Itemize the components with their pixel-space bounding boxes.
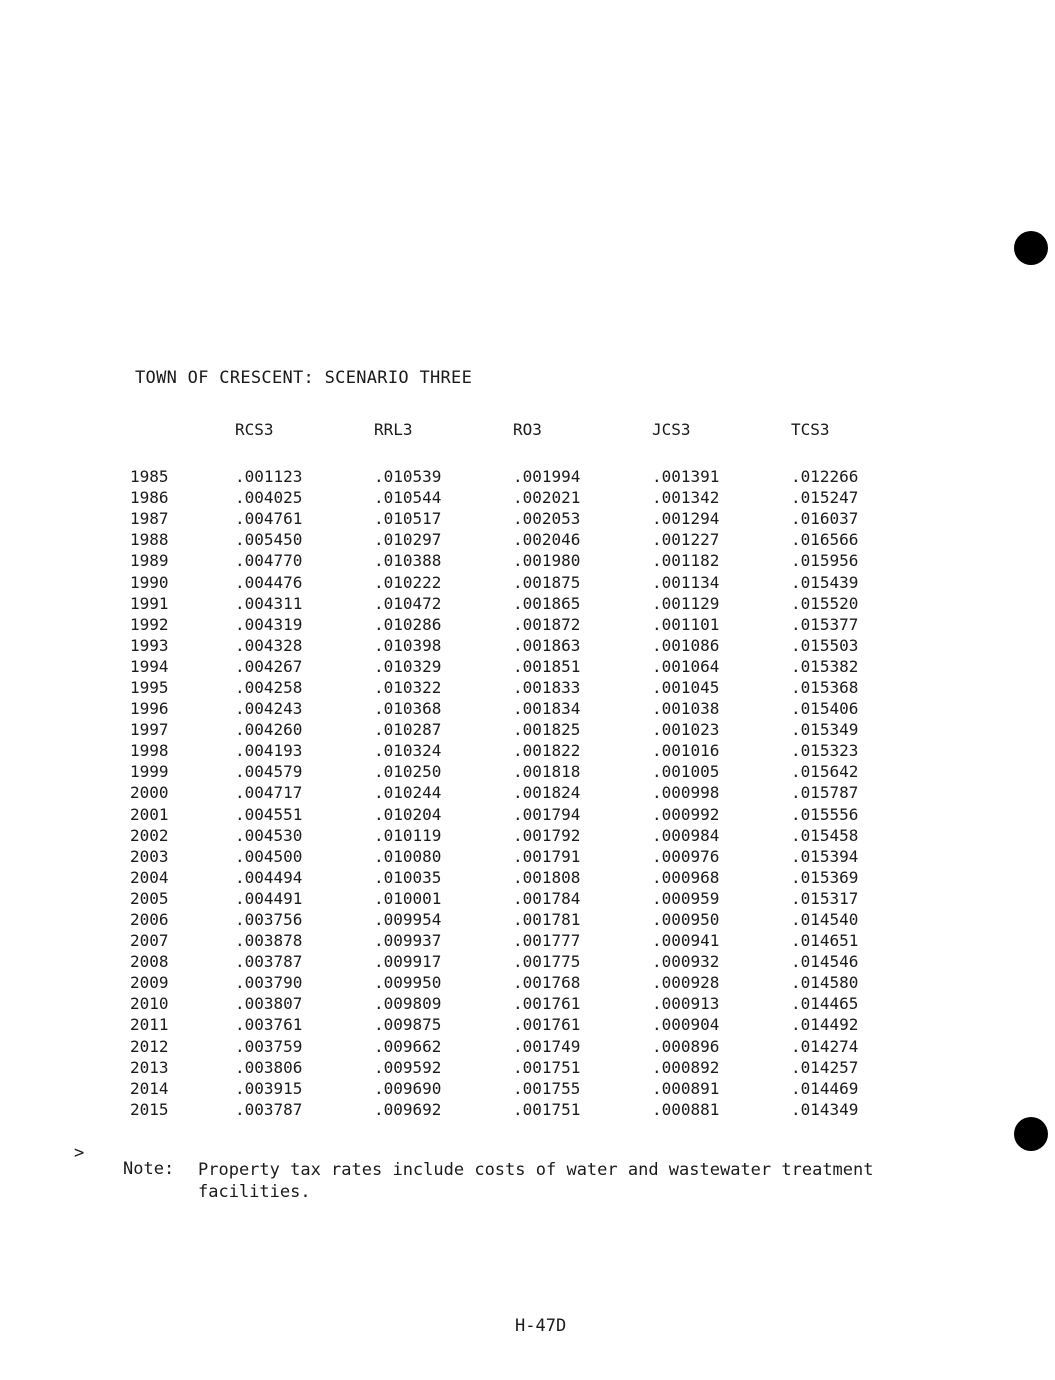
rate-cell: .010080 xyxy=(374,846,442,866)
rate-cell: .015956 xyxy=(791,551,859,571)
year-cell: 2008 xyxy=(130,952,169,972)
rate-cell: .015377 xyxy=(791,614,859,634)
rate-cell: .000891 xyxy=(652,1078,720,1098)
year-cell: 2005 xyxy=(130,888,169,908)
rate-cell: .014465 xyxy=(791,994,859,1014)
rate-cell: .009692 xyxy=(374,1099,442,1119)
rate-cell: .003807 xyxy=(235,994,303,1014)
rate-cell: .000968 xyxy=(652,867,720,887)
year-cell: 1991 xyxy=(130,593,169,613)
rate-cell: .014492 xyxy=(791,1015,859,1035)
rate-cell: .010398 xyxy=(374,635,442,655)
table-row xyxy=(130,782,930,803)
year-cell: 1995 xyxy=(130,677,169,697)
rate-cell: .001833 xyxy=(513,677,581,697)
rate-cell: .001865 xyxy=(513,593,581,613)
rate-cell: .015406 xyxy=(791,699,859,719)
rate-cell: .001768 xyxy=(513,973,581,993)
rate-cell: .001016 xyxy=(652,741,720,761)
rate-cell: .000892 xyxy=(652,1057,720,1077)
rate-cell: .000881 xyxy=(652,1099,720,1119)
rate-cell: .001227 xyxy=(652,530,720,550)
table-row xyxy=(130,614,930,635)
rate-cell: .000904 xyxy=(652,1015,720,1035)
rate-cell: .010035 xyxy=(374,867,442,887)
rate-cell: .015323 xyxy=(791,741,859,761)
tax-rate-table xyxy=(130,420,930,1120)
table-row xyxy=(130,825,930,846)
rate-cell: .002021 xyxy=(513,488,581,508)
note-marker: > xyxy=(74,1143,85,1163)
year-cell: 1990 xyxy=(130,572,169,592)
rate-cell: .010286 xyxy=(374,614,442,634)
rate-cell: .010001 xyxy=(374,888,442,908)
rate-cell: .015556 xyxy=(791,804,859,824)
table-row xyxy=(130,1014,930,1035)
rate-cell: .001101 xyxy=(652,614,720,634)
rate-cell: .000976 xyxy=(652,846,720,866)
binder-hole-top xyxy=(1014,231,1048,265)
rate-cell: .009954 xyxy=(374,910,442,930)
table-row xyxy=(130,571,930,592)
table-row xyxy=(130,593,930,614)
rate-cell: .004770 xyxy=(235,551,303,571)
rate-cell: .015642 xyxy=(791,762,859,782)
rate-cell: .001751 xyxy=(513,1057,581,1077)
rate-cell: .010119 xyxy=(374,825,442,845)
rate-cell: .010244 xyxy=(374,783,442,803)
rate-cell: .004258 xyxy=(235,677,303,697)
table-row xyxy=(130,846,930,867)
column-header: RCS3 xyxy=(235,420,274,439)
rate-cell: .015382 xyxy=(791,656,859,676)
rate-cell: .000950 xyxy=(652,910,720,930)
column-header: TCS3 xyxy=(791,420,830,439)
rate-cell: .010329 xyxy=(374,656,442,676)
table-header-row xyxy=(130,420,930,448)
rate-cell: .001851 xyxy=(513,656,581,676)
rate-cell: .016037 xyxy=(791,509,859,529)
rate-cell: .010544 xyxy=(374,488,442,508)
rate-cell: .004551 xyxy=(235,804,303,824)
rate-cell: .014580 xyxy=(791,973,859,993)
rate-cell: .002046 xyxy=(513,530,581,550)
rate-cell: .003806 xyxy=(235,1057,303,1077)
year-header xyxy=(130,420,235,448)
rate-cell: .015369 xyxy=(791,867,859,887)
rate-cell: .001818 xyxy=(513,762,581,782)
rate-cell: .010287 xyxy=(374,720,442,740)
rate-cell: .005450 xyxy=(235,530,303,550)
rate-cell: .001045 xyxy=(652,677,720,697)
year-cell: 2012 xyxy=(130,1036,169,1056)
table-row xyxy=(130,466,930,487)
table-row xyxy=(130,1057,930,1078)
table-row xyxy=(130,487,930,508)
rate-cell: .010322 xyxy=(374,677,442,697)
year-cell: 2004 xyxy=(130,867,169,887)
table-row xyxy=(130,867,930,888)
rate-cell: .001755 xyxy=(513,1078,581,1098)
table-row xyxy=(130,909,930,930)
table-row xyxy=(130,1078,930,1099)
rate-cell: .010368 xyxy=(374,699,442,719)
rate-cell: .001822 xyxy=(513,741,581,761)
rate-cell: .000913 xyxy=(652,994,720,1014)
rate-cell: .004267 xyxy=(235,656,303,676)
year-cell: 1993 xyxy=(130,635,169,655)
rate-cell: .001761 xyxy=(513,1015,581,1035)
year-cell: 2015 xyxy=(130,1099,169,1119)
rate-cell: .001875 xyxy=(513,572,581,592)
rate-cell: .015394 xyxy=(791,846,859,866)
year-cell: 2014 xyxy=(130,1078,169,1098)
rate-cell: .000932 xyxy=(652,952,720,972)
rate-cell: .003756 xyxy=(235,910,303,930)
rate-cell: .004579 xyxy=(235,762,303,782)
rate-cell: .001825 xyxy=(513,720,581,740)
rate-cell: .014546 xyxy=(791,952,859,972)
year-cell: 2003 xyxy=(130,846,169,866)
rate-cell: .015247 xyxy=(791,488,859,508)
rate-cell: .000959 xyxy=(652,888,720,908)
table-row xyxy=(130,677,930,698)
rate-cell: .014274 xyxy=(791,1036,859,1056)
rate-cell: .015349 xyxy=(791,720,859,740)
rate-cell: .010539 xyxy=(374,467,442,487)
rate-cell: .004494 xyxy=(235,867,303,887)
rate-cell: .001086 xyxy=(652,635,720,655)
page-number: H-47D xyxy=(515,1316,567,1336)
table-row xyxy=(130,550,930,571)
year-cell: 2010 xyxy=(130,994,169,1014)
rate-cell: .000941 xyxy=(652,931,720,951)
rate-cell: .001391 xyxy=(652,467,720,487)
rate-cell: .001791 xyxy=(513,846,581,866)
table-row xyxy=(130,1099,930,1120)
year-cell: 2011 xyxy=(130,1015,169,1035)
year-cell: 2001 xyxy=(130,804,169,824)
rate-cell: .004025 xyxy=(235,488,303,508)
rate-cell: .001872 xyxy=(513,614,581,634)
rate-cell: .004319 xyxy=(235,614,303,634)
rate-cell: .010517 xyxy=(374,509,442,529)
rate-cell: .010472 xyxy=(374,593,442,613)
rate-cell: .003787 xyxy=(235,1099,303,1119)
year-cell: 1994 xyxy=(130,656,169,676)
table-row xyxy=(130,930,930,951)
rate-cell: .015317 xyxy=(791,888,859,908)
rate-cell: .010250 xyxy=(374,762,442,782)
table-row xyxy=(130,740,930,761)
rate-cell: .001023 xyxy=(652,720,720,740)
year-cell: 1997 xyxy=(130,720,169,740)
rate-cell: .003790 xyxy=(235,973,303,993)
table-row xyxy=(130,508,930,529)
table-row xyxy=(130,1036,930,1057)
rate-cell: .001064 xyxy=(652,656,720,676)
rate-cell: .000992 xyxy=(652,804,720,824)
year-cell: 2006 xyxy=(130,910,169,930)
rate-cell: .001834 xyxy=(513,699,581,719)
year-cell: 2002 xyxy=(130,825,169,845)
rate-cell: .009690 xyxy=(374,1078,442,1098)
rate-cell: .003915 xyxy=(235,1078,303,1098)
table-row xyxy=(130,804,930,825)
rate-cell: .009875 xyxy=(374,1015,442,1035)
rate-cell: .004476 xyxy=(235,572,303,592)
table-row xyxy=(130,888,930,909)
note-text: Property tax rates include costs of water and wastewater treatment facilities. xyxy=(198,1160,874,1202)
table-row xyxy=(130,719,930,740)
year-cell: 2013 xyxy=(130,1057,169,1077)
rate-cell: .004243 xyxy=(235,699,303,719)
year-cell: 1985 xyxy=(130,467,169,487)
column-header: RRL3 xyxy=(374,420,413,439)
rate-cell: .009937 xyxy=(374,931,442,951)
year-cell: 1992 xyxy=(130,614,169,634)
page-title: TOWN OF CRESCENT: SCENARIO THREE xyxy=(135,368,473,388)
rate-cell: .003761 xyxy=(235,1015,303,1035)
rate-cell: .014257 xyxy=(791,1057,859,1077)
rate-cell: .010297 xyxy=(374,530,442,550)
rate-cell: .001794 xyxy=(513,804,581,824)
rate-cell: .004260 xyxy=(235,720,303,740)
table-row xyxy=(130,951,930,972)
rate-cell: .001123 xyxy=(235,467,303,487)
table-row xyxy=(130,698,930,719)
rate-cell: .010222 xyxy=(374,572,442,592)
year-cell: 1987 xyxy=(130,509,169,529)
rate-cell: .004311 xyxy=(235,593,303,613)
rate-cell: .001808 xyxy=(513,867,581,887)
rate-cell: .001824 xyxy=(513,783,581,803)
column-header: RO3 xyxy=(513,420,542,439)
year-cell: 2000 xyxy=(130,783,169,803)
year-cell: 2007 xyxy=(130,931,169,951)
year-cell: 1988 xyxy=(130,530,169,550)
table-row xyxy=(130,656,930,677)
rate-cell: .015520 xyxy=(791,593,859,613)
rate-cell: .015503 xyxy=(791,635,859,655)
rate-cell: .003878 xyxy=(235,931,303,951)
rate-cell: .001781 xyxy=(513,910,581,930)
year-cell: 1996 xyxy=(130,699,169,719)
rate-cell: .001749 xyxy=(513,1036,581,1056)
rate-cell: .001005 xyxy=(652,762,720,782)
rate-cell: .000928 xyxy=(652,973,720,993)
column-header: JCS3 xyxy=(652,420,691,439)
rate-cell: .000984 xyxy=(652,825,720,845)
rate-cell: .015458 xyxy=(791,825,859,845)
rate-cell: .001775 xyxy=(513,952,581,972)
table-row xyxy=(130,635,930,656)
rate-cell: .014349 xyxy=(791,1099,859,1119)
rate-cell: .004193 xyxy=(235,741,303,761)
rate-cell: .015368 xyxy=(791,677,859,697)
rate-cell: .015439 xyxy=(791,572,859,592)
rate-cell: .004328 xyxy=(235,635,303,655)
rate-cell: .001129 xyxy=(652,593,720,613)
rate-cell: .001294 xyxy=(652,509,720,529)
binder-hole-bottom xyxy=(1014,1117,1048,1151)
rate-cell: .009917 xyxy=(374,952,442,972)
rate-cell: .001182 xyxy=(652,551,720,571)
rate-cell: .009809 xyxy=(374,994,442,1014)
rate-cell: .003787 xyxy=(235,952,303,972)
table-row xyxy=(130,761,930,782)
rate-cell: .009592 xyxy=(374,1057,442,1077)
rate-cell: .001980 xyxy=(513,551,581,571)
rate-cell: .010324 xyxy=(374,741,442,761)
rate-cell: .000896 xyxy=(652,1036,720,1056)
year-cell: 1998 xyxy=(130,741,169,761)
rate-cell: .012266 xyxy=(791,467,859,487)
rate-cell: .000998 xyxy=(652,783,720,803)
rate-cell: .004500 xyxy=(235,846,303,866)
rate-cell: .009662 xyxy=(374,1036,442,1056)
note-label: Note: xyxy=(123,1159,175,1179)
rate-cell: .009950 xyxy=(374,973,442,993)
rate-cell: .001784 xyxy=(513,888,581,908)
rate-cell: .015787 xyxy=(791,783,859,803)
rate-cell: .014469 xyxy=(791,1078,859,1098)
rate-cell: .001134 xyxy=(652,572,720,592)
rate-cell: .001777 xyxy=(513,931,581,951)
rate-cell: .016566 xyxy=(791,530,859,550)
year-cell: 1986 xyxy=(130,488,169,508)
rate-cell: .010388 xyxy=(374,551,442,571)
rate-cell: .001863 xyxy=(513,635,581,655)
rate-cell: .003759 xyxy=(235,1036,303,1056)
rate-cell: .001751 xyxy=(513,1099,581,1119)
rate-cell: .002053 xyxy=(513,509,581,529)
rate-cell: .004761 xyxy=(235,509,303,529)
rate-cell: .004530 xyxy=(235,825,303,845)
rate-cell: .001994 xyxy=(513,467,581,487)
rate-cell: .001038 xyxy=(652,699,720,719)
rate-cell: .010204 xyxy=(374,804,442,824)
table-row xyxy=(130,972,930,993)
rate-cell: .004491 xyxy=(235,888,303,908)
rate-cell: .001792 xyxy=(513,825,581,845)
rate-cell: .001761 xyxy=(513,994,581,1014)
rate-cell: .001342 xyxy=(652,488,720,508)
year-cell: 2009 xyxy=(130,973,169,993)
rate-cell: .004717 xyxy=(235,783,303,803)
rate-cell: .014651 xyxy=(791,931,859,951)
year-cell: 1989 xyxy=(130,551,169,571)
table-row xyxy=(130,993,930,1014)
table-row xyxy=(130,529,930,550)
rate-cell: .014540 xyxy=(791,910,859,930)
table-body xyxy=(130,448,930,1120)
year-cell: 1999 xyxy=(130,762,169,782)
